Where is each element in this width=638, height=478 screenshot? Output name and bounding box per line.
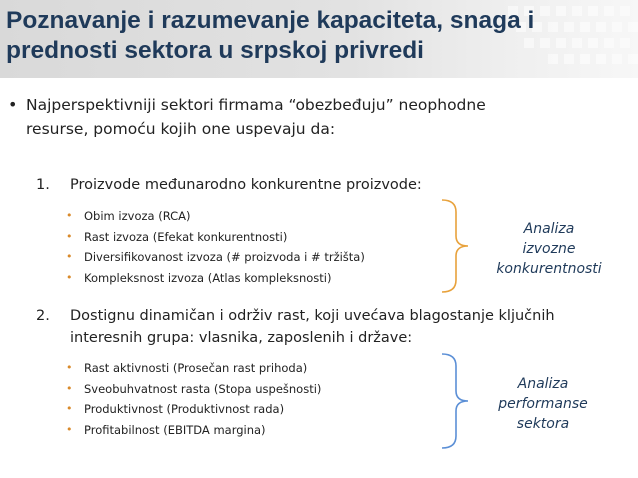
annotation-2 [484, 374, 602, 434]
numbered-item-2-line-1: Dostignu dinamičan i održiv rast, koji uvećava blagostanje ključnih [70, 308, 555, 324]
brace-1 [440, 198, 470, 294]
sub-bullet-symbol: • [66, 270, 73, 284]
sub-bullet-symbol: • [66, 381, 73, 395]
numbered-item-1-text [70, 174, 570, 196]
annotation-1-line-3: konkurentnosti [496, 261, 602, 277]
numbered-item-2-text [70, 305, 570, 349]
sub-bullet-symbol: • [66, 229, 73, 243]
page-title-line-1: Poznavanje i razumevanje kapaciteta, snaga i [6, 7, 535, 34]
list-item-text: Kompleksnost izvoza (Atlas kompleksnosti) [84, 270, 332, 285]
main-bullet-line-1: Najperspektivniji sektori firmama “obezbeđuju” neophodne [26, 96, 486, 114]
list-item-text: Sveobuhvatnost rasta (Stopa uspešnosti) [84, 381, 322, 396]
list-item-text: Produktivnost (Produktivnost rada) [84, 402, 285, 416]
list-item-text: Obim izvoza (RCA) [84, 209, 191, 223]
list-item-text: Rast izvoza (Efekat konkurentnosti) [84, 229, 288, 244]
numbered-item-1-line-1: Proizvode međunarodno konkurentne proizvode: [70, 177, 422, 193]
page-title-line-2: prednosti sektora u srpskoj privredi [6, 37, 424, 64]
brace-2 [440, 352, 470, 450]
sub-bullet-symbol: • [66, 402, 73, 415]
main-bullet-text [26, 93, 586, 141]
annotation-1-line-2: izvozne [522, 241, 576, 257]
numbered-item-2-line-2: interesnih grupa: vlasnika, zaposlenih i države: [70, 330, 413, 346]
page-title [6, 6, 636, 66]
list-item-text: Profitabilnost (EBITDA margina) [84, 422, 266, 437]
annotation-2-line-1: Analiza [517, 376, 569, 392]
annotation-1-line-1: Analiza [523, 221, 575, 237]
annotation-2-line-3: sektora [516, 416, 570, 432]
main-bullet-line-2: resurse, pomoću kojih one uspevaju da: [26, 120, 336, 138]
sub-bullet-symbol: • [66, 209, 73, 222]
title-bar [0, 0, 638, 78]
sub-bullet-symbol: • [66, 250, 73, 263]
annotation-1 [490, 219, 608, 279]
list-item-text: Rast aktivnosti (Prosečan rast prihoda) [84, 361, 308, 375]
numbered-item-2-number: 2. [36, 308, 50, 324]
main-bullet-symbol: • [8, 95, 18, 114]
numbered-item-1-number: 1. [36, 177, 50, 193]
annotation-2-line-2: performanse [498, 396, 588, 412]
sub-bullet-symbol: • [66, 361, 73, 374]
sub-bullet-symbol: • [66, 422, 73, 436]
list-item-text: Diversifikovanost izvoza (# proizvoda i # tržišta) [84, 250, 365, 264]
